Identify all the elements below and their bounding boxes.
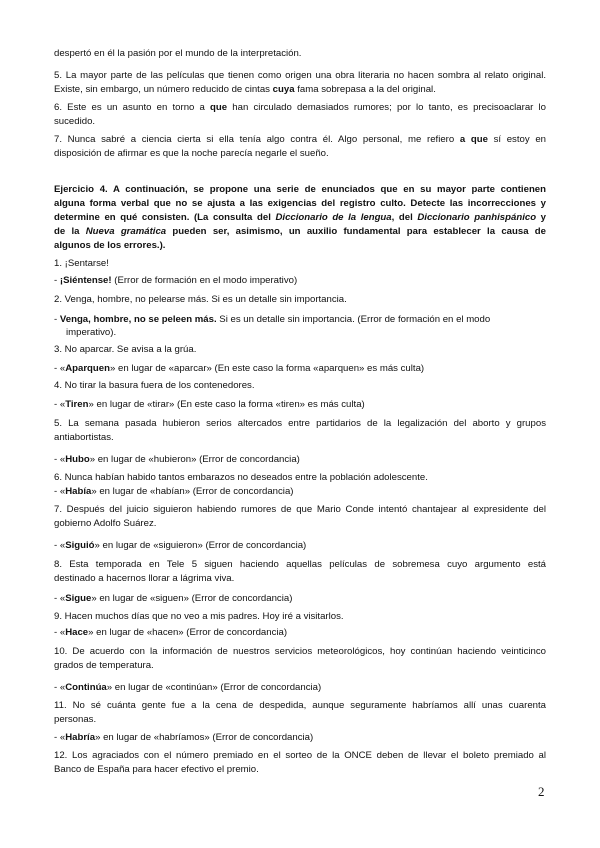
italic-title: Diccionario de la lengua <box>275 212 392 223</box>
item-10-cont: grados de temperatura. <box>54 660 154 671</box>
item-11-cont: personas. <box>54 714 97 725</box>
sentence-5: 5. La mayor parte de las películas que tienen como origen una obra literaria no hacen sombra al relato original. <box>54 70 546 81</box>
item-5-cont: antiabortistas. <box>54 432 114 443</box>
item-8-cont: destinado a hacernos llorar a lágrima viva. <box>54 573 235 584</box>
bold-word: Sigue <box>65 593 92 604</box>
bold-word: cuya <box>272 84 295 95</box>
answer-5: - «Hubo» en lugar de «hubieron» (Error de concordancia) <box>54 454 300 465</box>
item-12: 12. Los agraciados con el número premiado en el sorteo de la ONCE deben de llevar el boleto premiado al <box>54 750 546 761</box>
item-10: 10. De acuerdo con la información de nuestros servicios meteorológicos, hoy continúan haciendo veinticinco <box>54 646 546 657</box>
bold-word: a que <box>459 134 488 145</box>
sentence-6: 6. Este es un asunto en torno a que han circulado demasiados rumores; por lo tanto, es precisoaclarar lo <box>54 102 546 113</box>
item-2: 2. Venga, hombre, no pelearse más. Si es un detalle sin importancia. <box>54 294 347 305</box>
answer-2-cont: imperativo). <box>66 327 117 338</box>
bold-word: que <box>210 102 228 113</box>
bold-word: Tiren <box>65 399 89 410</box>
page-number: 2 <box>538 784 545 799</box>
answer-6: - «Había» en lugar de «habían» (Error de concordancia) <box>54 486 294 497</box>
bold-word: Habría <box>65 732 96 743</box>
answer-8: - «Sigue» en lugar de «siguen» (Error de concordancia) <box>54 593 293 604</box>
answer-3: - «Aparquen» en lugar de «aparcar» (En este caso la forma «aparquen» es más culta) <box>54 363 425 374</box>
bold-word: Aparquen <box>65 363 110 374</box>
exercise-heading: alguna forma verbal que no se ajusta a las exigencias del registro culto. Detecte las incorrecciones y <box>54 198 546 209</box>
item-7-cont: gobierno Adolfo Suárez. <box>54 518 157 529</box>
item-7: 7. Después del juicio siguieron habiendo rumores de que Mario Conde intentó chantajear al expresidente del <box>54 504 546 515</box>
bold-word: Hubo <box>65 454 90 465</box>
item-9: 9. Hacen muchos días que no veo a mis padres. Hoy iré a visitarlos. <box>54 611 344 622</box>
sentence-7: 7. Nunca sabré a ciencia cierta si ella tenía algo contra él. Algo personal, me refiero a que sí estoy en <box>54 134 546 145</box>
text-line: Existe, sin embargo, un número reducido de cintas cuya fama sobrepasa a la del original. <box>54 84 436 95</box>
answer-1: - ¡Siéntense! (Error de formación en el modo imperativo) <box>54 275 298 286</box>
bold-word: Continúa <box>65 682 107 693</box>
answer-7: - «Siguió» en lugar de «siguieron» (Error de concordancia) <box>54 540 307 551</box>
bold-word: Siguió <box>65 540 95 551</box>
text-line: disposición de afirmar es que la noche parecía negarle el sueño. <box>54 148 329 159</box>
item-3: 3. No aparcar. Se avisa a la grúa. <box>54 344 197 355</box>
item-12-cont: Banco de España para hacer efectivo el premio. <box>54 764 259 775</box>
item-5: 5. La semana pasada hubieron serios altercados entre partidarios de la legalización del aborto y grupos <box>54 418 546 429</box>
text-line: despertó en él la pasión por el mundo de la interpretación. <box>54 48 302 59</box>
item-11: 11. No sé cuánta gente fue a la cena de despedida, aunque seguramente habríamos allí unas cuarenta <box>54 700 546 711</box>
bold-word: Hace <box>65 627 89 638</box>
text-line: sucedido. <box>54 116 96 127</box>
item-8: 8. Esta temporada en Tele 5 siguen haciendo aquellas películas de sobremesa cuyo argumento está <box>54 559 546 570</box>
bold-word: ¡Siéntense! <box>59 275 112 286</box>
answer-9: - «Hace» en lugar de «hacen» (Error de concordancia) <box>54 627 288 638</box>
answer-4: - «Tiren» en lugar de «tirar» (En este caso la forma «tiren» es más culta) <box>54 399 365 410</box>
exercise-heading: de la Nueva gramática pueden ser, asimismo, un auxilio fundamental para establecer la causa de <box>54 226 547 237</box>
answer-11: - «Habría» en lugar de «habríamos» (Error de concordancia) <box>54 732 314 743</box>
italic-title: Diccionario panhispánico <box>417 212 537 223</box>
exercise-heading: algunos de los errores.). <box>54 240 166 251</box>
item-4: 4. No tirar la basura fuera de los contenedores. <box>54 380 255 391</box>
bold-word: Había <box>65 486 92 497</box>
exercise-heading: determine en qué consisten. (La consulta del Diccionario de la lengua, del Diccionario panhispánico y <box>54 212 546 223</box>
answer-2: - Venga, hombre, no se peleen más. Si es un detalle sin importancia. (Error de formación en el modo <box>54 314 491 325</box>
item-6: 6. Nunca habían habido tantos embarazos no deseados entre la población adolescente. <box>54 472 428 483</box>
italic-title: Nueva gramática <box>85 226 167 237</box>
bold-word: Venga, hombre, no se peleen más. <box>59 314 217 325</box>
exercise-heading: Ejercicio 4. A continuación, se propone una serie de enunciados que en su mayor parte contienen <box>54 184 546 195</box>
item-1: 1. ¡Sentarse! <box>54 258 109 269</box>
answer-10: - «Continúa» en lugar de «continúan» (Error de concordancia) <box>54 682 322 693</box>
